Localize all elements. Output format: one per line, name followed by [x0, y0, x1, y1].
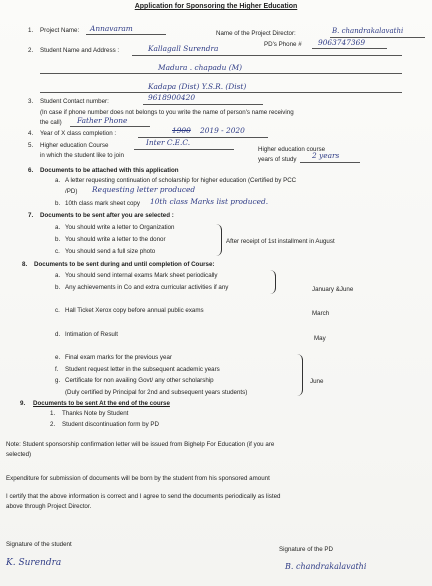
certify-line-1: I certify that the above information is correct and I agree to send the documents periodically as listed — [6, 493, 281, 500]
item-7c-letter: c. — [55, 248, 60, 255]
project-director-value: B. chandrakalavathi — [332, 27, 404, 35]
item-8-number: 8. — [22, 261, 28, 268]
project-name-line — [86, 34, 166, 35]
pd-signature-label: Signature of the PD — [279, 546, 334, 553]
higher-education-course-value: Inter C.E.C. — [146, 138, 191, 147]
contact-note-line-2: the call) — [40, 119, 62, 126]
item-7-brace — [216, 224, 222, 256]
item-3-number: 3. — [28, 98, 34, 105]
item-8d-letter: d. — [55, 331, 61, 338]
item-8c-text: Hall Ticket Xerox copy before annual public exams — [65, 307, 204, 314]
item-8efg-brace — [296, 354, 303, 396]
student-contact-label: Student Contact number: — [40, 98, 109, 105]
x-completion-value: 2019 - 2020 — [200, 126, 245, 135]
item-7-number: 7. — [28, 212, 34, 219]
course-join-label: in which the student like to join — [40, 152, 124, 159]
student-name-line — [132, 55, 402, 56]
item-6-number: 6. — [28, 167, 34, 174]
item-5-number: 5. — [28, 142, 34, 149]
address-line-1 — [40, 73, 402, 74]
x-completion-label: Year of X class completion : — [40, 130, 117, 137]
item-8g-text-2: (Duly certified by Principal for 2nd and subsequent years students) — [65, 389, 248, 396]
address-line-2 — [40, 92, 402, 93]
pd-signature: B. chandrakalavathi — [285, 562, 367, 571]
project-director-label: Name of the Project Director: — [216, 30, 296, 37]
item-8g-letter: g. — [55, 377, 61, 384]
item-7a-text: You should write a letter to Organization — [65, 224, 175, 231]
course-years-line — [300, 162, 360, 163]
student-contact-line — [143, 104, 263, 105]
item-8c-letter: c. — [55, 307, 60, 314]
item-6b-handwritten: 10th class Marks list produced. — [150, 197, 269, 206]
student-signature-label: Signature of the student — [6, 541, 72, 548]
pd-phone-label: PD's Phone # — [264, 41, 302, 48]
item-7-note: After receipt of 1st installment in August — [226, 238, 335, 245]
project-name-label: Project Name: — [40, 27, 80, 34]
item-1-number: 1. — [28, 27, 34, 34]
x-completion-struck: 1900 — [172, 126, 191, 135]
item-8b-letter: b. — [55, 284, 61, 291]
item-2-number: 2. — [28, 47, 34, 54]
item-9-1-number: 1. — [50, 410, 56, 417]
student-name-address-label: Student Name and Address : — [40, 47, 120, 54]
item-8f-letter: f. — [55, 366, 59, 373]
item-9-2-text: Student discontinuation form by PD — [62, 421, 159, 428]
course-years-label-1: Higher education course — [258, 146, 326, 153]
item-8d-text: Intimation of Result — [65, 331, 118, 338]
address-value-1: Madura . chapadu (M) — [158, 63, 243, 72]
certify-line-2: above through Project Director. — [6, 503, 92, 510]
documents-attached-heading: Documents to be attached with this application — [40, 167, 179, 174]
item-8b-text: Any achievements in Co and extra curricular activities if any — [65, 284, 229, 291]
student-signature: K. Surendra — [6, 558, 62, 568]
higher-education-course-label: Higher education Course — [40, 142, 109, 149]
item-8e-letter: e. — [55, 354, 61, 361]
item-6a-text-2: /PD) — [65, 188, 78, 195]
item-7a-letter: a. — [55, 224, 61, 231]
item-8g-text: Certificate for non availing Govt/ any other scholarship — [65, 377, 214, 384]
course-years-label-2: years of study — [258, 156, 297, 163]
item-8efg-when: June — [310, 378, 324, 385]
item-8e-text: Final exam marks for the previous year — [65, 354, 172, 361]
item-9-number: 9. — [20, 400, 26, 407]
item-9-1-text: Thanks Note by Student — [62, 410, 129, 417]
item-8d-when: May — [314, 335, 326, 342]
item-6a-handwritten: Requesting letter produced — [92, 185, 196, 194]
address-value-2: Kadapa (Dist) Y.S.R. (Dist) — [148, 82, 247, 91]
item-8ab-brace — [270, 270, 276, 294]
documents-during-course-heading: Documents to be sent during and until completion of Course: — [34, 261, 215, 268]
item-8c-when: March — [312, 310, 330, 317]
item-4-number: 4. — [28, 130, 34, 137]
expenditure-text: Expenditure for submission of documents will be born by the student from his sponsored amount — [6, 475, 270, 482]
item-6b-letter: b. — [55, 200, 61, 207]
item-8a-letter: a. — [55, 272, 61, 279]
project-name-value: Annavaram — [90, 24, 133, 33]
course-years-value: 2 years — [312, 151, 340, 160]
item-6a-letter: a. — [55, 177, 61, 184]
pd-phone-line — [312, 48, 387, 49]
item-6a-text: A letter requesting continuation of scholarship for higher education (Certified by PCC — [65, 177, 297, 184]
item-7b-letter: b. — [55, 236, 61, 243]
item-7b-text: You should write a letter to the donor — [65, 236, 166, 243]
contact-note-value: Father Phone — [77, 116, 128, 125]
item-6b-text: 10th class mark sheet copy — [65, 200, 140, 207]
note-line-2: selected) — [6, 451, 32, 458]
student-contact-value: 9618900420 — [148, 93, 196, 102]
form-title: Application for Sponsoring the Higher Education — [134, 3, 298, 10]
item-7c-text: You should send a full size photo — [65, 248, 156, 255]
pd-phone-value: 9063747369 — [318, 38, 366, 47]
documents-end-course-heading: Documents to be sent At the end of the course — [33, 400, 170, 407]
higher-education-course-line — [134, 149, 234, 150]
student-name-value: Kallagall Surendra — [148, 44, 219, 53]
note-line-1: Note: Student sponsorship confirmation letter will be issued from Bighelp For Education (if you are — [6, 441, 275, 448]
contact-note-line — [70, 126, 150, 127]
item-8f-text: Student request letter in the subsequent academic years — [65, 366, 220, 373]
contact-note-line-1: (In case if phone number does not belongs to you write the name of person's name receiving — [40, 109, 294, 116]
documents-after-selection-heading: Documents to be sent after you are selected : — [40, 212, 174, 219]
item-8a-text: You should send internal exams Mark sheet periodically — [65, 272, 218, 279]
item-9-2-number: 2. — [50, 421, 56, 428]
item-8ab-when: January &June — [312, 286, 354, 293]
